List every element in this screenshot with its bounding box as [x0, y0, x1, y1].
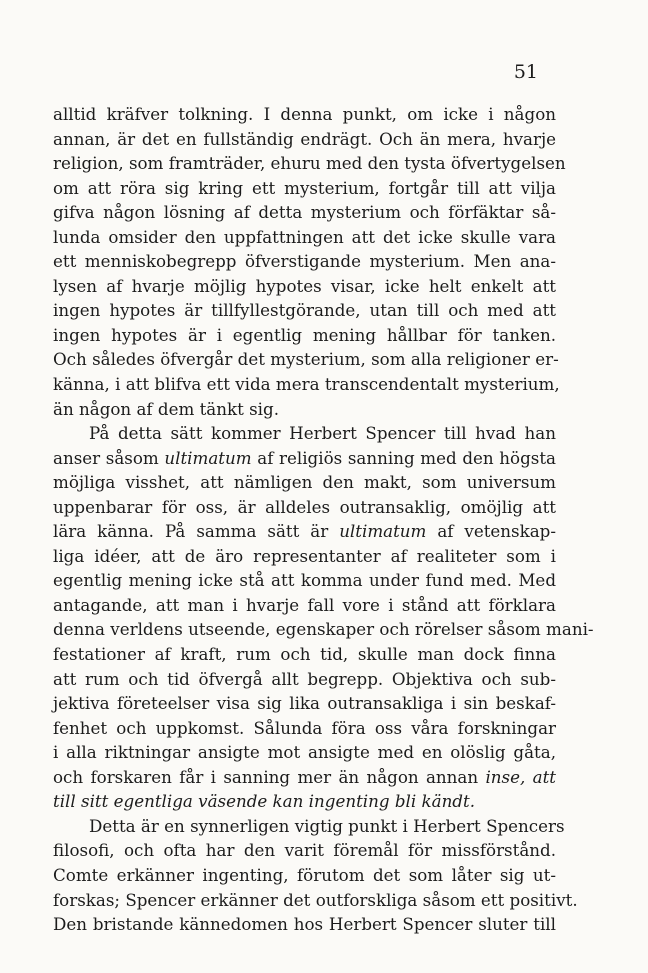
text-line: lysen af hvarje möjlig hypotes visar, icke helt enkelt att: [53, 275, 556, 296]
italic-term: ultimatum: [164, 447, 252, 468]
body-text: [53, 102, 594, 937]
text-line: möjliga visshet, att nämligen den makt, som universum: [53, 472, 556, 493]
text-line: ett menniskobegrepp öfverstigande mysterium. Men ana-: [53, 251, 556, 272]
text-line: i alla riktningar ansigte mot ansigte med en olöslig gåta,: [53, 742, 556, 763]
text-line: lunda omsider den uppfattningen att det icke skulle vara: [53, 226, 556, 247]
text-line: annan, är det en fullständig endrägt. Och än mera, hvarje: [53, 128, 556, 149]
text-line: Den bristande kännedomen hos Herbert Spencer sluter till: [53, 914, 556, 935]
italic-phrase: till sitt egentliga väsende kan ingenting bli kändt.: [53, 791, 476, 812]
text-line: liga idéer, att de äro representanter af realiteter som i: [53, 545, 556, 566]
text-line: anser såsom ultimatum af religiös sanning med den högsta: [53, 447, 556, 468]
text-line: antagande, att man i hvarje fall vore i stånd att förklara: [53, 594, 556, 615]
text-line: känna, i att blifva ett vida mera transcendentalt mysterium,: [53, 374, 560, 395]
italic-phrase: inse, att: [485, 766, 556, 787]
text-line: religion, som framträder, ehuru med den tysta öfvertygelsen: [53, 153, 566, 174]
paragraph-start-line: På detta sätt kommer Herbert Spencer till hvad han: [89, 423, 556, 444]
text-line: uppenbarar för oss, är alldeles outransaklig, omöjlig att: [53, 496, 556, 517]
text-line: filosofi, och ofta har den varit föremål för missförstånd.: [53, 840, 556, 861]
text-line: Comte erkänner ingenting, förutom det som låter sig ut-: [53, 864, 556, 885]
text-line: alltid kräfver tolkning. I denna punkt, om icke i någon: [53, 104, 556, 124]
text-line: och forskaren får i sanning mer än någon annan inse, att: [53, 766, 556, 787]
text-line: denna verldens utseende, egenskaper och rörelser såsom mani-: [53, 619, 594, 640]
text-line: fenhet och uppkomst. Sålunda föra oss våra forskningar: [53, 717, 556, 738]
text-line: gifva någon lösning af detta mysterium och förfäktar så-: [53, 202, 556, 223]
text-line: Och således öfvergår det mysterium, som alla religioner er-: [53, 349, 559, 370]
italic-term: ultimatum: [339, 521, 427, 542]
text-line: forskas; Spencer erkänner det outforskliga såsom ett positivt.: [53, 889, 578, 910]
text-line: ingen hypotes är i egentlig mening hållbar för tanken.: [53, 324, 556, 345]
paragraph-start-line: Detta är en synnerligen vigtig punkt i Herbert Spencers: [89, 815, 565, 836]
text-line: om att röra sig kring ett mysterium, fortgår till att vilja: [53, 177, 556, 198]
text-line: att rum och tid öfvergå allt begrepp. Objektiva och sub-: [53, 668, 556, 689]
paragraph-end-line: [53, 789, 556, 814]
text-line: lära känna. På samma sätt är ultimatum af vetenskap-: [53, 521, 556, 542]
paragraph-end-line: än någon af dem tänkt sig.: [53, 398, 280, 419]
text-line: festationer af kraft, rum och tid, skulle man dock finna: [53, 644, 556, 665]
text-line: ingen hypotes är tillfyllestgörande, utan till och med att: [53, 300, 556, 321]
page-number: 51: [513, 61, 538, 83]
text-line: jektiva företeelser visa sig lika outransakliga i sin beskaf-: [53, 693, 556, 714]
text-line: egentlig mening icke stå att komma under fund med. Med: [53, 570, 556, 591]
